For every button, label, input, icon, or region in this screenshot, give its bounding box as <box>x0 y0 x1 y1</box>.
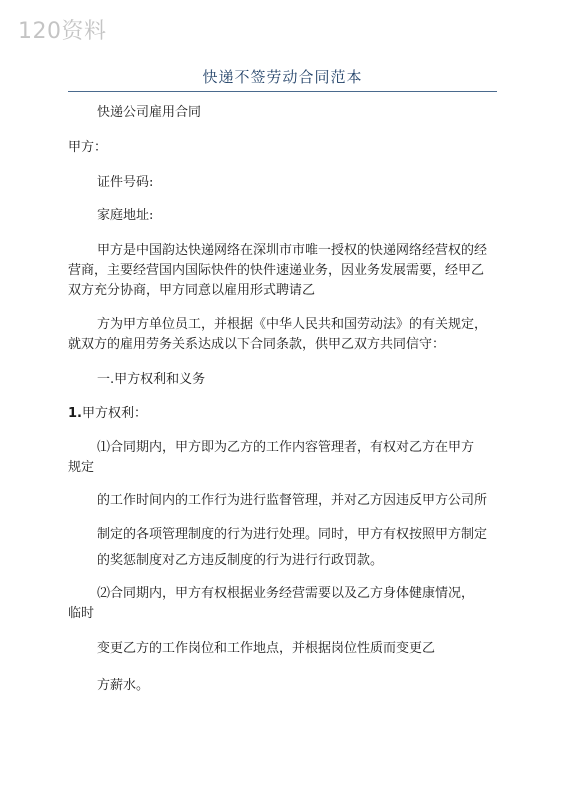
paragraph-line: ⑵合同期内，甲方有权根据业务经营需要以及乙方身体健康情况， <box>97 586 475 601</box>
paragraph-line: 双方充分协商，甲方同意以雇用形式聘请乙 <box>68 283 316 298</box>
paragraph-line: 的奖惩制度对乙方违反制度的行为进行行政罚款。 <box>97 553 384 568</box>
party-a-label: 甲方： <box>68 140 108 155</box>
paragraph-line: 就双方的雇用劳务关系达成以下合同条款，供甲乙双方共同信守： <box>68 337 446 352</box>
paragraph-line: 临时 <box>68 606 95 621</box>
paragraph-line: 营商，主要经营国内国际快件的快件速递业务，因业务发展需要，经甲乙 <box>68 263 485 278</box>
subsection-title: 甲方权利： <box>81 406 147 421</box>
section-heading: 一.甲方权利和义务 <box>97 372 206 387</box>
paragraph-line: 方薪水。 <box>97 678 150 693</box>
subtitle-line: 快递公司雇用合同 <box>97 105 202 120</box>
subsection-number: 1. <box>68 406 82 421</box>
id-number-label: 证件号码: <box>97 175 154 190</box>
paragraph-line: 的工作时间内的工作行为进行监督管理，并对乙方因违反甲方公司所 <box>97 493 488 508</box>
paragraph-line: 方为甲方单位员工，并根据《中华人民共和国劳动法》的有关规定， <box>97 317 488 332</box>
subsection-heading <box>68 406 147 422</box>
paragraph-line: 甲方是中国韵达快递网络在深圳市市唯一授权的快递网络经营权的经 <box>97 243 488 258</box>
paragraph-line: ⑴合同期内，甲方即为乙方的工作内容管理者，有权对乙方在甲方 <box>97 440 475 455</box>
paragraph-line: 制定的各项管理制度的行为进行处理。同时，甲方有权按照甲方制定 <box>97 527 488 542</box>
title-underline <box>68 91 497 92</box>
home-address-label: 家庭地址: <box>97 208 154 223</box>
document-title: 快递不签劳动合同范本 <box>202 68 363 86</box>
paragraph-line: 变更乙方的工作岗位和工作地点，并根据岗位性质而变更乙 <box>97 641 436 656</box>
watermark: 120资料 <box>18 19 107 44</box>
paragraph-line: 规定 <box>68 460 95 475</box>
